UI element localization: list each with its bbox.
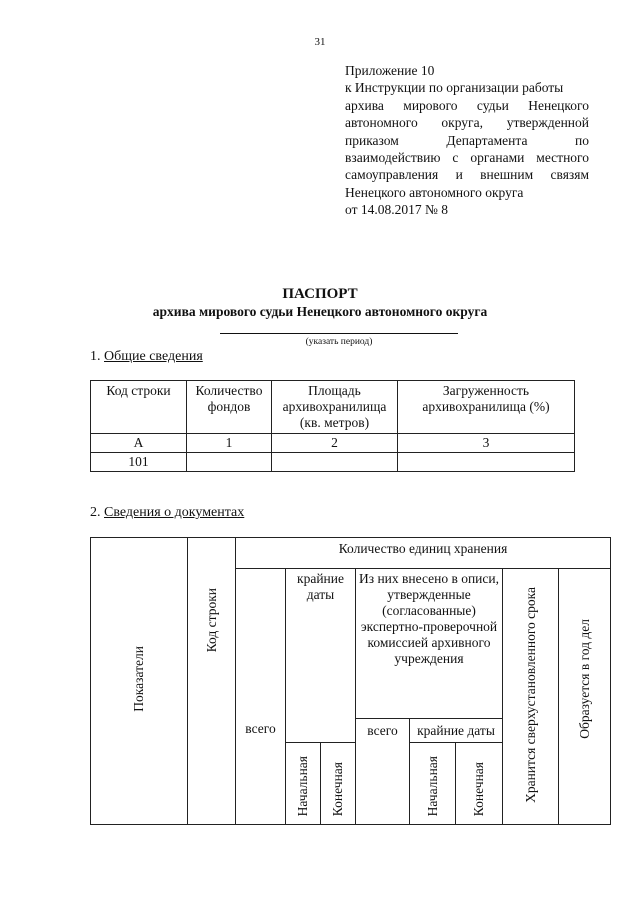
total-cell-empty [236, 743, 286, 825]
appendix-line: к Инструкции по организации работы [345, 80, 564, 96]
inv-end-date-header [456, 743, 503, 825]
table-index-row [91, 434, 575, 453]
appendix-line: приказом Департамента по [345, 132, 589, 148]
data-cell: 101 [91, 453, 187, 472]
appendix-line: от 14.08.2017 № 8 [345, 202, 448, 218]
appendix-line: самоуправления и внешним связям [345, 167, 589, 183]
index-cell: 3 [398, 434, 575, 453]
inv-start-date-header [410, 743, 456, 825]
units-header: Количество единиц хранения [236, 538, 611, 569]
index-cell: 2 [272, 434, 398, 453]
data-cell [398, 453, 575, 472]
inv-end-date-label: Конечная [471, 761, 486, 816]
appendix-line: Приложение 10 [345, 63, 435, 78]
appendix-line: взаимодействию с органами местного [345, 150, 589, 166]
section1-number: 1. [90, 349, 101, 364]
appendix-line: Ненецкого автономного округа [345, 184, 524, 200]
section1-heading [90, 349, 203, 365]
appendix-line: архива мирового судьи Ненецкого [345, 97, 589, 113]
period-caption: (указать период) [305, 337, 373, 347]
header-cell: Количество фондов [187, 381, 272, 434]
extended-term-header [503, 569, 559, 825]
per-year-label: Образуется в год дел [576, 619, 592, 739]
general-info-table [90, 380, 575, 472]
index-cell: 1 [187, 434, 272, 453]
appendix-line: автономного округа, утвержденной [345, 115, 589, 131]
section2-number: 2. [90, 505, 101, 520]
indicators-label: Показатели [131, 646, 146, 712]
inv-start-date-label: Начальная [424, 755, 440, 816]
table-row [91, 453, 575, 472]
documents-table [90, 537, 611, 825]
inv-total-header: всего [356, 719, 410, 825]
data-cell [187, 453, 272, 472]
period-fill-line [220, 333, 458, 334]
data-cell [272, 453, 398, 472]
extreme-dates-header: крайние даты [286, 569, 356, 743]
page-number: 31 [314, 36, 326, 48]
index-cell: А [91, 434, 187, 453]
appendix-block [345, 62, 589, 219]
document-title: ПАСПОРТ [282, 286, 358, 302]
header-cell: Код строки [91, 381, 187, 434]
header-cell: Площадь архивохранилища (кв. метров) [272, 381, 398, 434]
inventoried-header: Из них внесено в описи, утвержденные (согласованные) экспертно-проверочной комиссией архивного учреждения [356, 569, 503, 719]
total-header: всего [236, 569, 286, 743]
table-header-row [91, 381, 575, 434]
extended-term-label: Хранится сверхустановленного срока [522, 586, 538, 803]
start-date-label: Начальная [295, 755, 310, 816]
start-date-header [286, 743, 321, 825]
indicators-header [91, 538, 188, 825]
row-code-header [188, 538, 236, 825]
section1-title: Общие сведения [104, 349, 203, 364]
section2-heading [90, 505, 244, 521]
document-subtitle: архива мирового судьи Ненецкого автономного округа [152, 304, 488, 319]
end-date-header [321, 743, 356, 825]
section2-title: Сведения о документах [104, 505, 245, 520]
per-year-header [559, 569, 611, 825]
header-cell: Загруженность архивохранилища (%) [398, 381, 575, 434]
row-code-label: Код строки [203, 588, 219, 653]
inv-extreme-dates-header: крайние даты [410, 719, 503, 743]
end-date-label: Конечная [330, 761, 345, 816]
